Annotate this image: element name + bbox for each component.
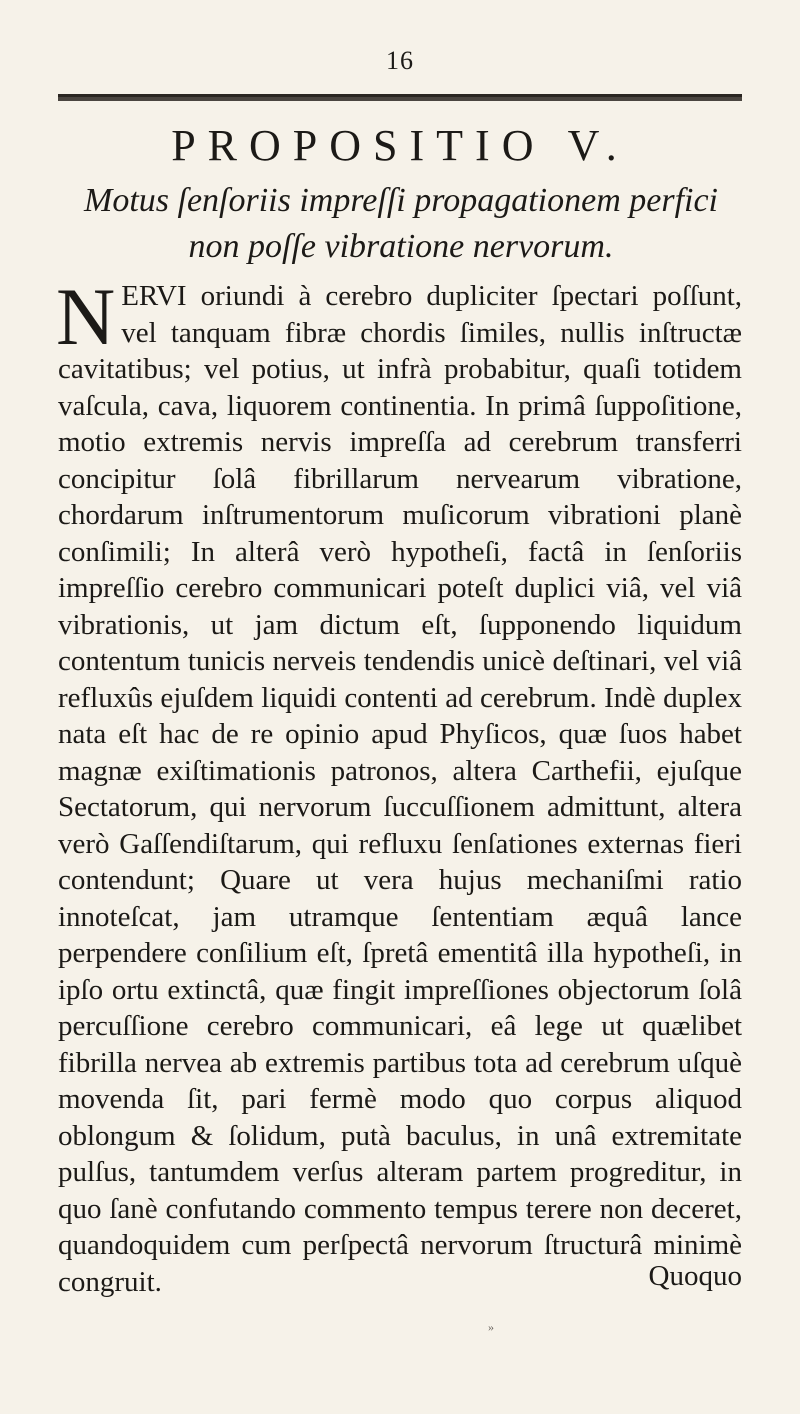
proposition-subtitle: Motus ſenſoriis impreſſi propagationem perfici non poſſe vibratione nervorum. [84,182,718,265]
proposition-heading: PROPOSITIO V. [171,121,629,170]
footer-mark: » [488,1320,494,1334]
catchword: Quoquo [648,1260,742,1292]
body-paragraph [56,271,742,1300]
page-number: 16 [386,46,414,75]
header-rule [58,94,742,101]
body-text: ERVI oriundi à cerebro dupliciter ſpectari poſſunt, vel tanquam fibræ chordis ſimiles, nullis inſtructæ cavitatibus; vel potius, ut infrà probabitur, quaſi totidem vaſcula, cava, liquorem continentia. In primâ ſuppoſitione, motio extremis nervis impreſſa ad cerebrum transferri concipitur ſolâ fibrillarum nervearum vibratione, chordarum inſtrumentorum muſicorum vibrationi planè conſimili; In alterâ verò hypotheſi, factâ in ſenſoriis impreſſio cerebro communicari poteſt duplici viâ, vel viâ vibrationis, ut jam dictum eſt, ſupponendo liquidum contentum tunicis nerveis tendendis unicè deſtinari, vel viâ refluxûs ejuſdem liquidi contenti ad cerebrum. Indè duplex nata eſt hac de re opinio apud Phyſicos, quæ ſuos habet magnæ exiſtimationis patronos, altera Carthefii, ejuſque Sectatorum, qui nervorum ſuccuſſionem admittunt, altera verò Gaſſendiſtarum, qui refluxu ſenſationes externas fieri contendunt; Quare ut vera hujus mechaniſmi ratio innoteſcat, jam utramque ſententiam æquâ lance perpendere conſilium eſt, ſpretâ ementitâ illa hypotheſi, in ipſo ortu extinctâ, quæ fingit impreſſiones objectorum ſolâ percuſſione cerebro communicari, eâ lege ut quælibet fibrilla nervea ab extremis partibus tota ad cerebrum uſquè movenda ſit, pari fermè modo quo corpus aliquod oblongum & ſolidum, putà baculus, in unâ extremitate pulſus, tantumdem verſus alteram partem progreditur, in quo ſanè confutando commento tempus terere non deceret, quandoquidem cum perſpectâ nervorum ſtructurâ minimè congruit. [58,280,742,1298]
drop-cap: N [56,271,116,362]
